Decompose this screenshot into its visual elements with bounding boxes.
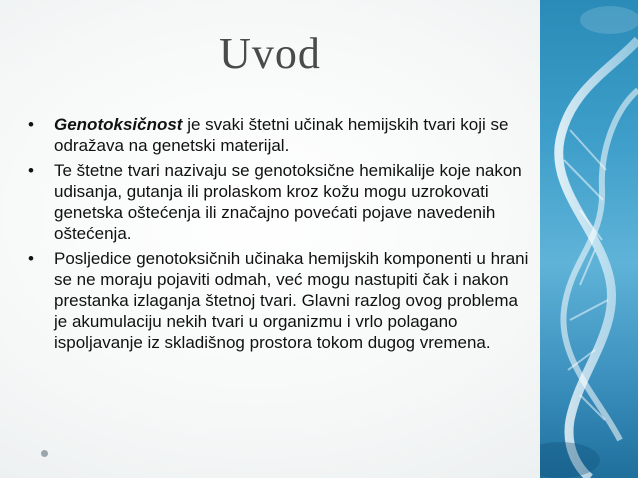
bullet-glyph: •: [28, 249, 34, 268]
bullet-glyph: •: [28, 161, 34, 180]
bullet-glyph: •: [28, 115, 34, 134]
bullet-item: [28, 160, 534, 244]
bullet-list: [28, 114, 534, 357]
bullet-text: je svaki štetni učinak hemijskih tvari koji se odražava na genetski materijal.: [54, 115, 509, 155]
slide-title: Uvod: [219, 29, 321, 78]
dna-helix-image: [540, 0, 638, 478]
bullet-text: Posljedice genotoksičnih učinaka hemijskih komponenti u hrani se ne moraju pojaviti odmah, već mogu nastupiti čak i nakon prestanka izlaganja štetnoj tvari. Glavni razlog ovog problema je akumulaciju nekih tvari u organizmu i vrlo polagano ispoljavanje iz skladišnog prostora tokom dugog vremena.: [54, 249, 529, 352]
bullet-item: [28, 114, 534, 156]
empty-bullet-marker: [41, 450, 48, 457]
bullet-item: [28, 248, 534, 353]
bullet-text: Te štetne tvari nazivaju se genotoksične hemikalije koje nakon udisanja, gutanja ili prolaskom kroz kožu mogu uzrokovati genetska oštećenja ili značajno povećati pojave navedenih oštećenja.: [54, 161, 522, 243]
bullet-term: Genotoksičnost: [54, 115, 183, 134]
